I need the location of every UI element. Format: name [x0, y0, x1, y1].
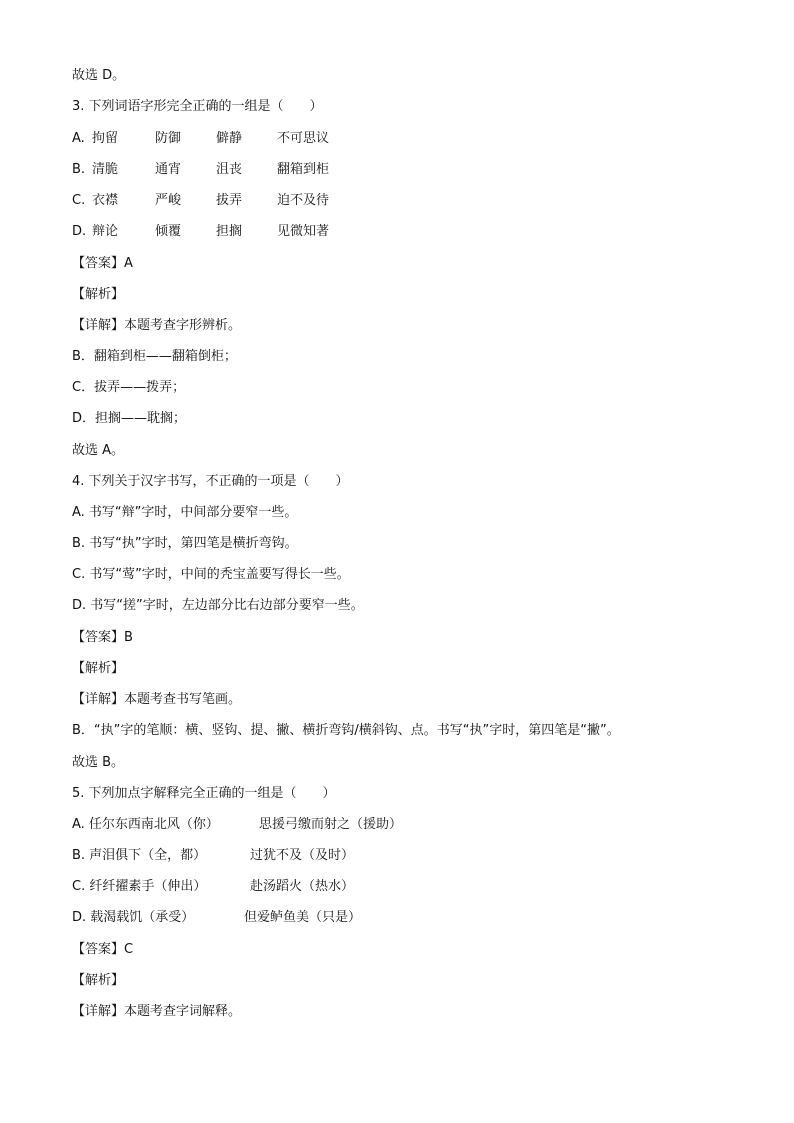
option-word: 翻箱到柜	[277, 162, 330, 177]
q3-stem: 3. 下列词语字形完全正确的一组是（ ）	[72, 99, 323, 114]
q4-analysis-heading: 【解析】	[72, 661, 125, 676]
option-part: C. 纤纤擢素手（伸出）	[72, 879, 207, 894]
q3-answer: 【答案】A	[72, 256, 133, 271]
option-word: 不可思议	[277, 131, 330, 146]
option-label: D.	[72, 224, 87, 239]
q5-detail: 【详解】本题考查字词解释。	[72, 1004, 242, 1019]
q4-answer: 【答案】B	[72, 630, 133, 645]
option-word: 沮丧	[216, 162, 243, 177]
option-word: 拔弄	[216, 193, 243, 208]
q4-note: B．“执”字的笔顺：横、竖钩、提、撇、横折弯钩/横斜钩、点。书写“执”字时，第四笔是“撇”。	[72, 723, 620, 738]
q5-analysis-heading: 【解析】	[72, 973, 125, 988]
q3-analysis-heading: 【解析】	[72, 287, 125, 302]
q3-detail: 【详解】本题考查字形辨析。	[72, 318, 242, 333]
option-word: 通宵	[155, 162, 182, 177]
option-word: 清脆	[92, 162, 119, 177]
option-part: B. 声泪俱下（全，都）	[72, 848, 207, 863]
q2-conclusion: 故选 D。	[72, 68, 126, 83]
option-word: 防御	[155, 131, 182, 146]
option-word: 辩论	[92, 224, 119, 239]
option-label: C.	[72, 193, 86, 208]
option-part: A. 任尔东西南北风（你）	[72, 817, 219, 832]
q4-option-d: D. 书写“搓”字时，左边部分比右边部分要窄一些。	[72, 598, 364, 613]
option-word: 迫不及待	[277, 193, 330, 208]
q5-answer: 【答案】C	[72, 942, 134, 957]
option-word: 严峻	[155, 193, 182, 208]
option-word: 见微知著	[277, 224, 330, 239]
q5-stem: 5. 下列加点字解释完全正确的一组是（ ）	[72, 786, 336, 801]
q3-conclusion: 故选 A。	[72, 443, 125, 458]
option-part: 但爱鲈鱼美（只是）	[244, 910, 362, 925]
q4-option-a: A. 书写“辩”字时，中间部分要窄一些。	[72, 505, 298, 520]
option-part: 思援弓缴而射之（援助）	[259, 817, 403, 832]
q3-note: D．担搁——耽搁；	[72, 411, 187, 426]
q4-option-b: B. 书写“执”字时，第四笔是横折弯钩。	[72, 536, 298, 551]
option-label: B.	[72, 162, 86, 177]
option-part: 赴汤蹈火（热水）	[250, 879, 355, 894]
option-word: 倾覆	[155, 224, 182, 239]
q3-note: C．拔弄——拨弄；	[72, 380, 186, 395]
option-word: 僻静	[216, 131, 243, 146]
option-word: 担搁	[216, 224, 243, 239]
q4-detail: 【详解】本题考查书写笔画。	[72, 692, 242, 707]
q4-stem: 4. 下列关于汉字书写，不正确的一项是（ ）	[72, 474, 349, 489]
option-part: 过犹不及（及时）	[250, 848, 355, 863]
q4-option-c: C. 书写“莺”字时，中间的秃宝盖要写得长一些。	[72, 567, 350, 582]
option-word: 衣襟	[92, 193, 119, 208]
option-word: 拘留	[92, 131, 119, 146]
option-part: D. 载渴载饥（承受）	[72, 910, 195, 925]
option-label: A.	[72, 131, 85, 146]
q4-conclusion: 故选 B。	[72, 755, 125, 770]
q3-note: B．翻箱到柜——翻箱倒柜；	[72, 349, 237, 364]
